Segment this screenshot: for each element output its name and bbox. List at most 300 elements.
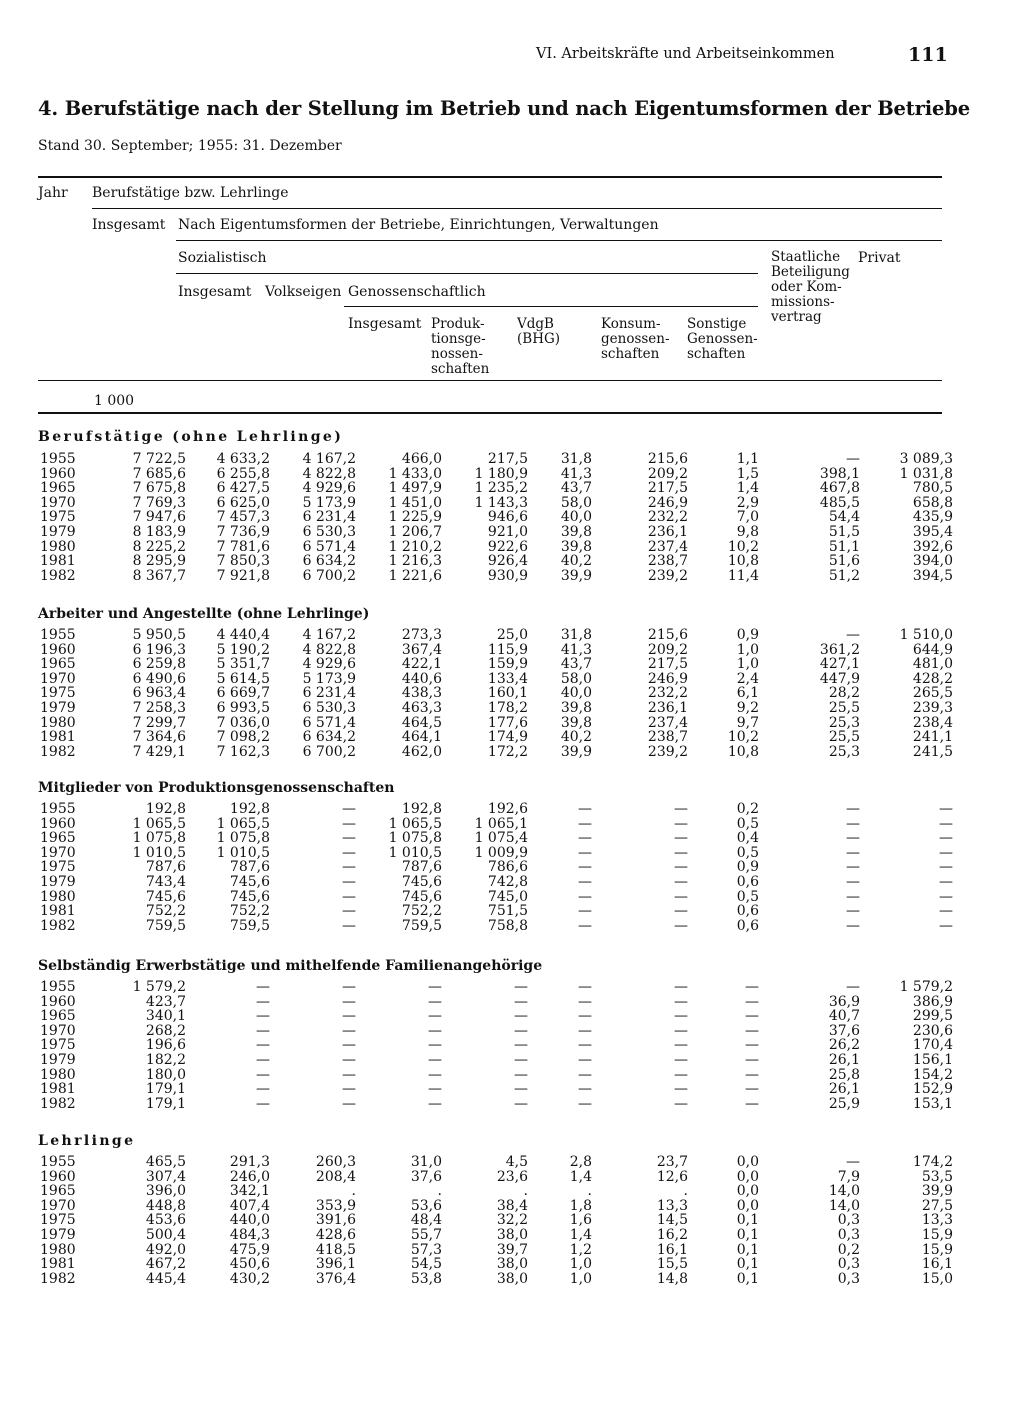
running-head: VI. Arbeitskräfte und Arbeitseinkommen — [536, 46, 835, 62]
cell-staatliche-beteiligung: 0,2 — [837, 1241, 860, 1258]
header-vdgb — [517, 317, 560, 347]
cell-vdgb: 31,8 — [560, 451, 592, 467]
cell-year: 1979 — [40, 873, 76, 890]
cell-staatliche-beteiligung: — — [846, 873, 860, 890]
cell-produktionsgen: . — [523, 1183, 528, 1200]
cell-insgesamt: 1 579,2 — [132, 979, 186, 995]
cell-sonstige-gen: 10,2 — [727, 538, 759, 555]
cell-year: 1979 — [40, 1226, 76, 1243]
cell-gen-insgesamt: 54,5 — [410, 1256, 442, 1273]
cell-soz-insgesamt: — — [256, 1066, 270, 1083]
cell-volkseigen: — — [342, 993, 356, 1010]
header-volkseigen: Volkseigen — [265, 284, 342, 300]
cell-vdgb: — — [578, 1037, 592, 1054]
cell-staatliche-beteiligung: 25,3 — [828, 743, 860, 760]
cell-vdgb: 1,8 — [569, 1197, 592, 1214]
cell-staatliche-beteiligung: 0,3 — [837, 1212, 860, 1229]
cell-staatliche-beteiligung: — — [846, 888, 860, 905]
unit-label: 1 000 — [94, 393, 135, 409]
cell-insgesamt: 745,6 — [145, 888, 186, 905]
cell-volkseigen: — — [342, 888, 356, 905]
cell-vdgb: 2,8 — [569, 1154, 592, 1170]
cell-gen-insgesamt: 48,4 — [410, 1212, 442, 1229]
cell-insgesamt: 1 075,8 — [132, 830, 186, 847]
cell-privat: 481,0 — [912, 656, 953, 673]
cell-sonstige-gen: — — [745, 993, 759, 1010]
cell-sonstige-gen: 0,5 — [736, 844, 759, 861]
cell-produktionsgen: 38,0 — [496, 1270, 528, 1287]
cell-year: 1965 — [40, 830, 76, 847]
cell-volkseigen: 6 231,4 — [302, 509, 356, 526]
table-row — [0, 672, 953, 687]
cell-konsumgen: 237,4 — [647, 714, 688, 731]
cell-volkseigen: — — [342, 1008, 356, 1025]
cell-volkseigen: 260,3 — [315, 1154, 356, 1170]
cell-privat: 152,9 — [912, 1081, 953, 1098]
cell-konsumgen: 13,3 — [656, 1197, 688, 1214]
cell-vdgb: 43,7 — [560, 480, 592, 497]
cell-konsumgen: 239,2 — [647, 743, 688, 760]
cell-sonstige-gen: 10,2 — [727, 729, 759, 746]
cell-volkseigen: 6 530,3 — [302, 523, 356, 540]
header-produktion-line-3: nossen- — [431, 346, 483, 362]
cell-vdgb: 39,8 — [560, 714, 592, 731]
cell-gen-insgesamt: — — [428, 1081, 442, 1098]
cell-volkseigen: 4 167,2 — [302, 451, 356, 467]
cell-volkseigen: 376,4 — [315, 1270, 356, 1287]
cell-staatliche-beteiligung: — — [846, 451, 860, 467]
cell-privat: — — [939, 844, 953, 861]
cell-sonstige-gen: 6,1 — [736, 685, 759, 702]
cell-year: 1979 — [40, 523, 76, 540]
cell-year: 1975 — [40, 1037, 76, 1054]
cell-vdgb: 58,0 — [560, 494, 592, 511]
table-row — [0, 1009, 953, 1024]
cell-staatliche-beteiligung: 427,1 — [819, 656, 860, 673]
cell-privat: — — [939, 903, 953, 920]
header-produktion-line-4: schaften — [431, 361, 490, 377]
cell-sonstige-gen: 0,1 — [736, 1241, 759, 1258]
cell-gen-insgesamt: — — [428, 993, 442, 1010]
cell-insgesamt: 423,7 — [145, 993, 186, 1010]
cell-volkseigen: 4 929,6 — [302, 480, 356, 497]
cell-privat: 1 031,8 — [899, 465, 953, 482]
section-title-lehrlinge: Lehrlinge — [38, 1133, 136, 1149]
table-row — [0, 452, 953, 467]
cell-insgesamt: 7 722,5 — [132, 451, 186, 467]
cell-insgesamt: 453,6 — [145, 1212, 186, 1229]
cell-gen-insgesamt: 787,6 — [401, 859, 442, 876]
cell-produktionsgen: — — [514, 979, 528, 995]
cell-sonstige-gen: 0,6 — [736, 873, 759, 890]
cell-sonstige-gen: 0,1 — [736, 1256, 759, 1273]
cell-sonstige-gen: 1,5 — [736, 465, 759, 482]
cell-vdgb: 1,4 — [569, 1226, 592, 1243]
cell-volkseigen: — — [342, 873, 356, 890]
cell-produktionsgen: 786,6 — [487, 859, 528, 876]
cell-staatliche-beteiligung: — — [846, 903, 860, 920]
cell-gen-insgesamt: 1 451,0 — [388, 494, 442, 511]
cell-soz-insgesamt: 752,2 — [229, 903, 270, 920]
cell-sonstige-gen: 1,1 — [736, 451, 759, 467]
cell-privat: 156,1 — [912, 1051, 953, 1068]
cell-year: 1981 — [40, 729, 76, 746]
cell-year: 1982 — [40, 1270, 76, 1287]
cell-year: 1960 — [40, 993, 76, 1010]
cell-year: 1955 — [40, 451, 76, 467]
cell-volkseigen: 6 530,3 — [302, 699, 356, 716]
section-title-selbstaendige: Selbständig Erwerbstätige und mithelfende Familienangehörige — [38, 958, 543, 974]
table-row — [0, 1170, 953, 1185]
cell-insgesamt: 182,2 — [145, 1051, 186, 1068]
cell-privat: 1 510,0 — [899, 627, 953, 643]
cell-produktionsgen: — — [514, 1066, 528, 1083]
cell-privat: 154,2 — [912, 1066, 953, 1083]
cell-staatliche-beteiligung: 26,1 — [828, 1051, 860, 1068]
cell-sonstige-gen: — — [745, 1095, 759, 1112]
cell-produktionsgen: 217,5 — [487, 451, 528, 467]
table-row — [0, 730, 953, 745]
cell-staatliche-beteiligung: — — [846, 1154, 860, 1170]
cell-staatliche-beteiligung: 25,5 — [828, 729, 860, 746]
cell-vdgb: — — [578, 1051, 592, 1068]
cell-sonstige-gen: 0,4 — [736, 830, 759, 847]
cell-gen-insgesamt: 57,3 — [410, 1241, 442, 1258]
cell-year: 1960 — [40, 465, 76, 482]
header-konsum-line-1: Konsum- — [601, 316, 661, 332]
cell-konsumgen: — — [674, 801, 688, 817]
table-row — [0, 1243, 953, 1258]
header-rule-2 — [176, 240, 942, 241]
header-rule-3 — [176, 273, 758, 274]
cell-produktionsgen: 1 143,3 — [474, 494, 528, 511]
cell-staatliche-beteiligung: — — [846, 627, 860, 643]
cell-soz-insgesamt: 4 440,4 — [216, 627, 270, 643]
cell-sonstige-gen: 0,9 — [736, 859, 759, 876]
cell-gen-insgesamt: 1 221,6 — [388, 567, 442, 584]
cell-privat: — — [939, 830, 953, 847]
cell-gen-insgesamt: 462,0 — [401, 743, 442, 760]
cell-year: 1960 — [40, 815, 76, 832]
cell-year: 1980 — [40, 888, 76, 905]
cell-soz-insgesamt: 6 669,7 — [216, 685, 270, 702]
header-sonstige-genossenschaften — [687, 317, 758, 362]
cell-volkseigen: 6 571,4 — [302, 538, 356, 555]
cell-konsumgen: — — [674, 903, 688, 920]
cell-produktionsgen: — — [514, 1051, 528, 1068]
cell-insgesamt: 6 490,6 — [132, 670, 186, 687]
cell-konsumgen: 239,2 — [647, 567, 688, 584]
table-row — [0, 904, 953, 919]
cell-konsumgen: 236,1 — [647, 699, 688, 716]
table-row — [0, 1068, 953, 1083]
cell-vdgb: — — [578, 1095, 592, 1112]
cell-gen-insgesamt: 192,8 — [401, 801, 442, 817]
cell-staatliche-beteiligung: 447,9 — [819, 670, 860, 687]
cell-year: 1975 — [40, 1212, 76, 1229]
cell-gen-insgesamt: 464,1 — [401, 729, 442, 746]
cell-volkseigen: 428,6 — [315, 1226, 356, 1243]
cell-soz-insgesamt: — — [256, 979, 270, 995]
section-table-lehrlinge — [0, 1155, 953, 1286]
cell-vdgb: — — [578, 801, 592, 817]
cell-vdgb: 40,2 — [560, 553, 592, 570]
cell-volkseigen: 6 634,2 — [302, 729, 356, 746]
cell-volkseigen: — — [342, 815, 356, 832]
cell-sonstige-gen: 9,7 — [736, 714, 759, 731]
cell-volkseigen: 353,9 — [315, 1197, 356, 1214]
table-row — [0, 481, 953, 496]
cell-insgesamt: 1 065,5 — [132, 815, 186, 832]
cell-produktionsgen: — — [514, 1008, 528, 1025]
cell-konsumgen: — — [674, 815, 688, 832]
cell-sonstige-gen: — — [745, 1051, 759, 1068]
cell-soz-insgesamt: 1 065,5 — [216, 815, 270, 832]
cell-gen-insgesamt: . — [437, 1183, 442, 1200]
section-table-arbeiter-angestellte — [0, 628, 953, 759]
cell-sonstige-gen: — — [745, 1066, 759, 1083]
cell-insgesamt: 179,1 — [145, 1081, 186, 1098]
cell-vdgb: 39,8 — [560, 699, 592, 716]
table-row — [0, 1213, 953, 1228]
cell-konsumgen: . — [683, 1183, 688, 1200]
header-soz-insgesamt: Insgesamt — [178, 284, 252, 300]
cell-soz-insgesamt: — — [256, 1051, 270, 1068]
cell-vdgb: — — [578, 903, 592, 920]
cell-staatliche-beteiligung: 26,2 — [828, 1037, 860, 1054]
cell-volkseigen: 4 822,8 — [302, 641, 356, 658]
cell-staatliche-beteiligung: 7,9 — [837, 1168, 860, 1185]
cell-konsumgen: — — [674, 1022, 688, 1039]
cell-insgesamt: 196,6 — [145, 1037, 186, 1054]
cell-sonstige-gen: 0,0 — [736, 1154, 759, 1170]
section-table-berufstaetige — [0, 452, 953, 583]
cell-soz-insgesamt: 291,3 — [229, 1154, 270, 1170]
table-row — [0, 980, 953, 995]
cell-soz-insgesamt: 7 781,6 — [216, 538, 270, 555]
cell-konsumgen: 246,9 — [647, 670, 688, 687]
cell-vdgb: 39,8 — [560, 523, 592, 540]
cell-konsumgen: 14,5 — [656, 1212, 688, 1229]
cell-gen-insgesamt: 31,0 — [410, 1154, 442, 1170]
cell-vdgb: — — [578, 993, 592, 1010]
cell-vdgb: — — [578, 1008, 592, 1025]
table-row — [0, 716, 953, 731]
cell-produktionsgen: — — [514, 993, 528, 1010]
cell-insgesamt: 8 183,9 — [132, 523, 186, 540]
cell-vdgb: 39,9 — [560, 567, 592, 584]
cell-volkseigen: 208,4 — [315, 1168, 356, 1185]
table-row — [0, 1097, 953, 1112]
table-row — [0, 802, 953, 817]
cell-gen-insgesamt: 422,1 — [401, 656, 442, 673]
cell-sonstige-gen: 0,9 — [736, 627, 759, 643]
cell-soz-insgesamt: 6 625,0 — [216, 494, 270, 511]
cell-gen-insgesamt: 759,5 — [401, 917, 442, 934]
table-row — [0, 890, 953, 905]
cell-produktionsgen: 174,9 — [487, 729, 528, 746]
cell-volkseigen: 396,1 — [315, 1256, 356, 1273]
cell-soz-insgesamt: 450,6 — [229, 1256, 270, 1273]
cell-insgesamt: 465,5 — [145, 1154, 186, 1170]
cell-gen-insgesamt: 55,7 — [410, 1226, 442, 1243]
cell-produktionsgen: 4,5 — [505, 1154, 528, 1170]
cell-gen-insgesamt: 1 010,5 — [388, 844, 442, 861]
cell-soz-insgesamt: 1 075,8 — [216, 830, 270, 847]
cell-vdgb: 41,3 — [560, 465, 592, 482]
cell-privat: 299,5 — [912, 1008, 953, 1025]
cell-volkseigen: — — [342, 1051, 356, 1068]
cell-soz-insgesamt: 6 993,5 — [216, 699, 270, 716]
cell-soz-insgesamt: 5 190,2 — [216, 641, 270, 658]
cell-insgesamt: 492,0 — [145, 1241, 186, 1258]
unit-rule — [38, 412, 942, 414]
cell-insgesamt: 467,2 — [145, 1256, 186, 1273]
cell-soz-insgesamt: 6 255,8 — [216, 465, 270, 482]
cell-soz-insgesamt: 7 921,8 — [216, 567, 270, 584]
cell-konsumgen: — — [674, 830, 688, 847]
cell-sonstige-gen: 0,0 — [736, 1168, 759, 1185]
cell-vdgb: 40,2 — [560, 729, 592, 746]
header-gen-insgesamt: Insgesamt — [348, 316, 422, 332]
cell-privat: 394,0 — [912, 553, 953, 570]
cell-privat: 780,5 — [912, 480, 953, 497]
header-sonstige-line-2: Genossen- — [687, 331, 758, 347]
cell-year: 1975 — [40, 685, 76, 702]
cell-privat: — — [939, 888, 953, 905]
cell-produktionsgen: 25,0 — [496, 627, 528, 643]
cell-vdgb: 58,0 — [560, 670, 592, 687]
cell-volkseigen: — — [342, 1095, 356, 1112]
cell-year: 1979 — [40, 1051, 76, 1068]
section-title-berufstaetige: Berufstätige (ohne Lehrlinge) — [38, 429, 344, 445]
cell-konsumgen: 215,6 — [647, 451, 688, 467]
cell-staatliche-beteiligung: — — [846, 844, 860, 861]
cell-gen-insgesamt: 1 216,3 — [388, 553, 442, 570]
header-staatliche-line-1: Staatliche — [771, 249, 841, 265]
cell-insgesamt: 8 367,7 — [132, 567, 186, 584]
cell-konsumgen: 12,6 — [656, 1168, 688, 1185]
cell-produktionsgen: 930,9 — [487, 567, 528, 584]
cell-sonstige-gen: 1,0 — [736, 641, 759, 658]
cell-year: 1955 — [40, 627, 76, 643]
cell-konsumgen: 232,2 — [647, 685, 688, 702]
cell-year: 1965 — [40, 656, 76, 673]
cell-konsumgen: 217,5 — [647, 656, 688, 673]
cell-vdgb: — — [578, 888, 592, 905]
cell-privat: 394,5 — [912, 567, 953, 584]
cell-vdgb: — — [578, 844, 592, 861]
cell-vdgb: 39,8 — [560, 538, 592, 555]
table-row — [0, 1228, 953, 1243]
table-row — [0, 701, 953, 716]
cell-privat: 241,5 — [912, 743, 953, 760]
cell-gen-insgesamt: 37,6 — [410, 1168, 442, 1185]
cell-staatliche-beteiligung: 25,3 — [828, 714, 860, 731]
cell-konsumgen: — — [674, 1037, 688, 1054]
cell-year: 1955 — [40, 979, 76, 995]
cell-konsumgen: 237,4 — [647, 538, 688, 555]
cell-staatliche-beteiligung: 0,3 — [837, 1270, 860, 1287]
cell-gen-insgesamt: 53,6 — [410, 1197, 442, 1214]
cell-volkseigen: 6 700,2 — [302, 743, 356, 760]
header-konsum-line-2: genossen- — [601, 331, 670, 347]
cell-gen-insgesamt: 463,3 — [401, 699, 442, 716]
cell-produktionsgen: 177,6 — [487, 714, 528, 731]
cell-sonstige-gen: 0,6 — [736, 903, 759, 920]
cell-produktionsgen: — — [514, 1037, 528, 1054]
cell-produktionsgen: 921,0 — [487, 523, 528, 540]
cell-insgesamt: 445,4 — [145, 1270, 186, 1287]
table-row — [0, 1053, 953, 1068]
cell-volkseigen: 6 571,4 — [302, 714, 356, 731]
cell-vdgb: 1,0 — [569, 1256, 592, 1273]
cell-year: 1970 — [40, 1022, 76, 1039]
cell-privat: 644,9 — [912, 641, 953, 658]
cell-year: 1970 — [40, 670, 76, 687]
cell-volkseigen: 4 929,6 — [302, 656, 356, 673]
table-row — [0, 745, 953, 760]
cell-konsumgen: 15,5 — [656, 1256, 688, 1273]
table-title: 4. Berufstätige nach der Stellung im Betrieb und nach Eigentumsformen der Betriebe — [38, 97, 971, 120]
cell-staatliche-beteiligung: 28,2 — [828, 685, 860, 702]
cell-privat: 395,4 — [912, 523, 953, 540]
header-vdgb-line-2: (BHG) — [517, 331, 561, 347]
cell-privat: 1 579,2 — [899, 979, 953, 995]
cell-year: 1980 — [40, 538, 76, 555]
cell-konsumgen: 23,7 — [656, 1154, 688, 1170]
cell-staatliche-beteiligung: 485,5 — [819, 494, 860, 511]
cell-gen-insgesamt: 440,6 — [401, 670, 442, 687]
cell-gen-insgesamt: — — [428, 1022, 442, 1039]
cell-volkseigen: — — [342, 1066, 356, 1083]
cell-gen-insgesamt: 438,3 — [401, 685, 442, 702]
table-row — [0, 1024, 953, 1039]
cell-konsumgen: — — [674, 1008, 688, 1025]
cell-vdgb: 41,3 — [560, 641, 592, 658]
cell-vdgb: — — [578, 917, 592, 934]
cell-insgesamt: 7 675,8 — [132, 480, 186, 497]
cell-produktionsgen: 922,6 — [487, 538, 528, 555]
cell-volkseigen: 5 173,9 — [302, 670, 356, 687]
cell-sonstige-gen: 0,5 — [736, 815, 759, 832]
cell-privat: 39,9 — [921, 1183, 953, 1200]
cell-konsumgen: 232,2 — [647, 509, 688, 526]
cell-year: 1975 — [40, 509, 76, 526]
cell-gen-insgesamt: 1 225,9 — [388, 509, 442, 526]
cell-produktionsgen: 946,6 — [487, 509, 528, 526]
cell-privat: 174,2 — [912, 1154, 953, 1170]
header-produktion-line-2: tionsge- — [431, 331, 486, 347]
cell-vdgb: — — [578, 1066, 592, 1083]
cell-gen-insgesamt: — — [428, 1008, 442, 1025]
cell-volkseigen: 6 700,2 — [302, 567, 356, 584]
cell-sonstige-gen: 10,8 — [727, 553, 759, 570]
cell-produktionsgen: 178,2 — [487, 699, 528, 716]
cell-privat: 170,4 — [912, 1037, 953, 1054]
table-row — [0, 860, 953, 875]
cell-konsumgen: 14,8 — [656, 1270, 688, 1287]
cell-privat: — — [939, 801, 953, 817]
cell-year: 1982 — [40, 917, 76, 934]
cell-soz-insgesamt: — — [256, 1022, 270, 1039]
cell-year: 1970 — [40, 1197, 76, 1214]
cell-insgesamt: 7 299,7 — [132, 714, 186, 731]
cell-insgesamt: 752,2 — [145, 903, 186, 920]
cell-konsumgen: 238,7 — [647, 729, 688, 746]
cell-gen-insgesamt: 1 497,9 — [388, 480, 442, 497]
cell-soz-insgesamt: 484,3 — [229, 1226, 270, 1243]
